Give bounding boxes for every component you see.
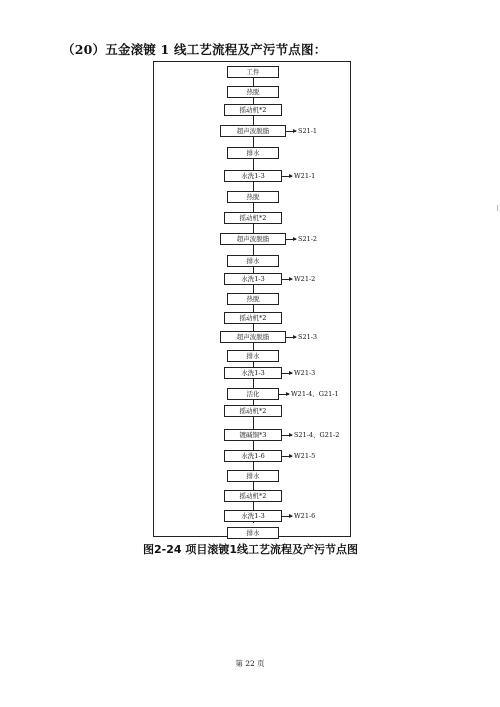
process-step: 摇动机*2 (224, 405, 282, 417)
figure-caption: 图2-24 项目滚镀1线工艺流程及产污节点图 (143, 543, 359, 556)
emission-label: W21-2 (294, 275, 316, 283)
process-step: 水洗1-3 (224, 273, 282, 285)
emission-node (282, 430, 339, 440)
emission-arrow-icon (282, 456, 292, 457)
process-step: 排水 (227, 147, 279, 159)
emission-node (286, 234, 317, 244)
emission-label: S21-3 (298, 333, 318, 341)
emission-label: W21-3 (294, 369, 316, 377)
process-step: 摇动机*2 (224, 104, 282, 116)
emission-label: S21-2 (298, 235, 318, 243)
emission-arrow-icon (286, 131, 296, 132)
process-step: 热脱 (227, 293, 279, 305)
emission-arrow-icon (279, 394, 289, 395)
emission-arrow-icon (282, 373, 292, 374)
emission-arrow-icon (286, 239, 296, 240)
process-step: 排水 (227, 350, 279, 362)
emission-arrow-icon (282, 279, 292, 280)
process-step: 超声波脱脂 (220, 233, 286, 245)
process-step: 水洗1-3 (224, 510, 282, 522)
emission-node (282, 511, 315, 521)
emission-node (282, 274, 315, 284)
process-step: 水洗1-3 (224, 367, 282, 379)
process-step: 摇动机*2 (224, 312, 282, 324)
emission-label: W21-5 (294, 452, 316, 460)
process-step: 工件 (227, 66, 279, 78)
process-step: 摇动机*2 (224, 490, 282, 502)
scan-mark (497, 205, 498, 211)
emission-node (282, 451, 315, 461)
emission-label: S21-4、G21-2 (294, 431, 340, 439)
process-step: 超声波脱脂 (220, 125, 286, 137)
emission-node (282, 171, 315, 181)
emission-arrow-icon (286, 337, 296, 338)
emission-arrow-icon (282, 176, 292, 177)
emission-label: W21-4、G21-1 (291, 390, 339, 398)
process-step: 摇动机*2 (224, 212, 282, 224)
process-step: 超声波脱脂 (220, 331, 286, 343)
emission-node (286, 126, 317, 136)
process-step: 水洗1-6 (224, 450, 282, 462)
process-step: 排水 (227, 527, 279, 539)
emission-node (286, 332, 317, 342)
process-step: 活化 (227, 388, 279, 400)
emission-label: S21-1 (298, 127, 318, 135)
emission-arrow-icon (282, 435, 292, 436)
process-step: 排水 (227, 255, 279, 267)
emission-node (282, 368, 315, 378)
emission-arrow-icon (282, 516, 292, 517)
emission-node (279, 389, 339, 399)
process-step: 排水 (227, 470, 279, 482)
emission-label: W21-6 (294, 512, 316, 520)
section-heading: （20）五金滚镀 1 线工艺流程及产污节点图： (62, 42, 327, 57)
emission-label: W21-1 (294, 172, 316, 180)
process-step: 镀碱铜*3 (224, 429, 282, 441)
process-step: 热脱 (227, 86, 279, 98)
process-step: 热脱 (227, 191, 279, 203)
page-number: 第 22 页 (235, 659, 265, 668)
process-step: 水洗1-3 (224, 170, 282, 182)
